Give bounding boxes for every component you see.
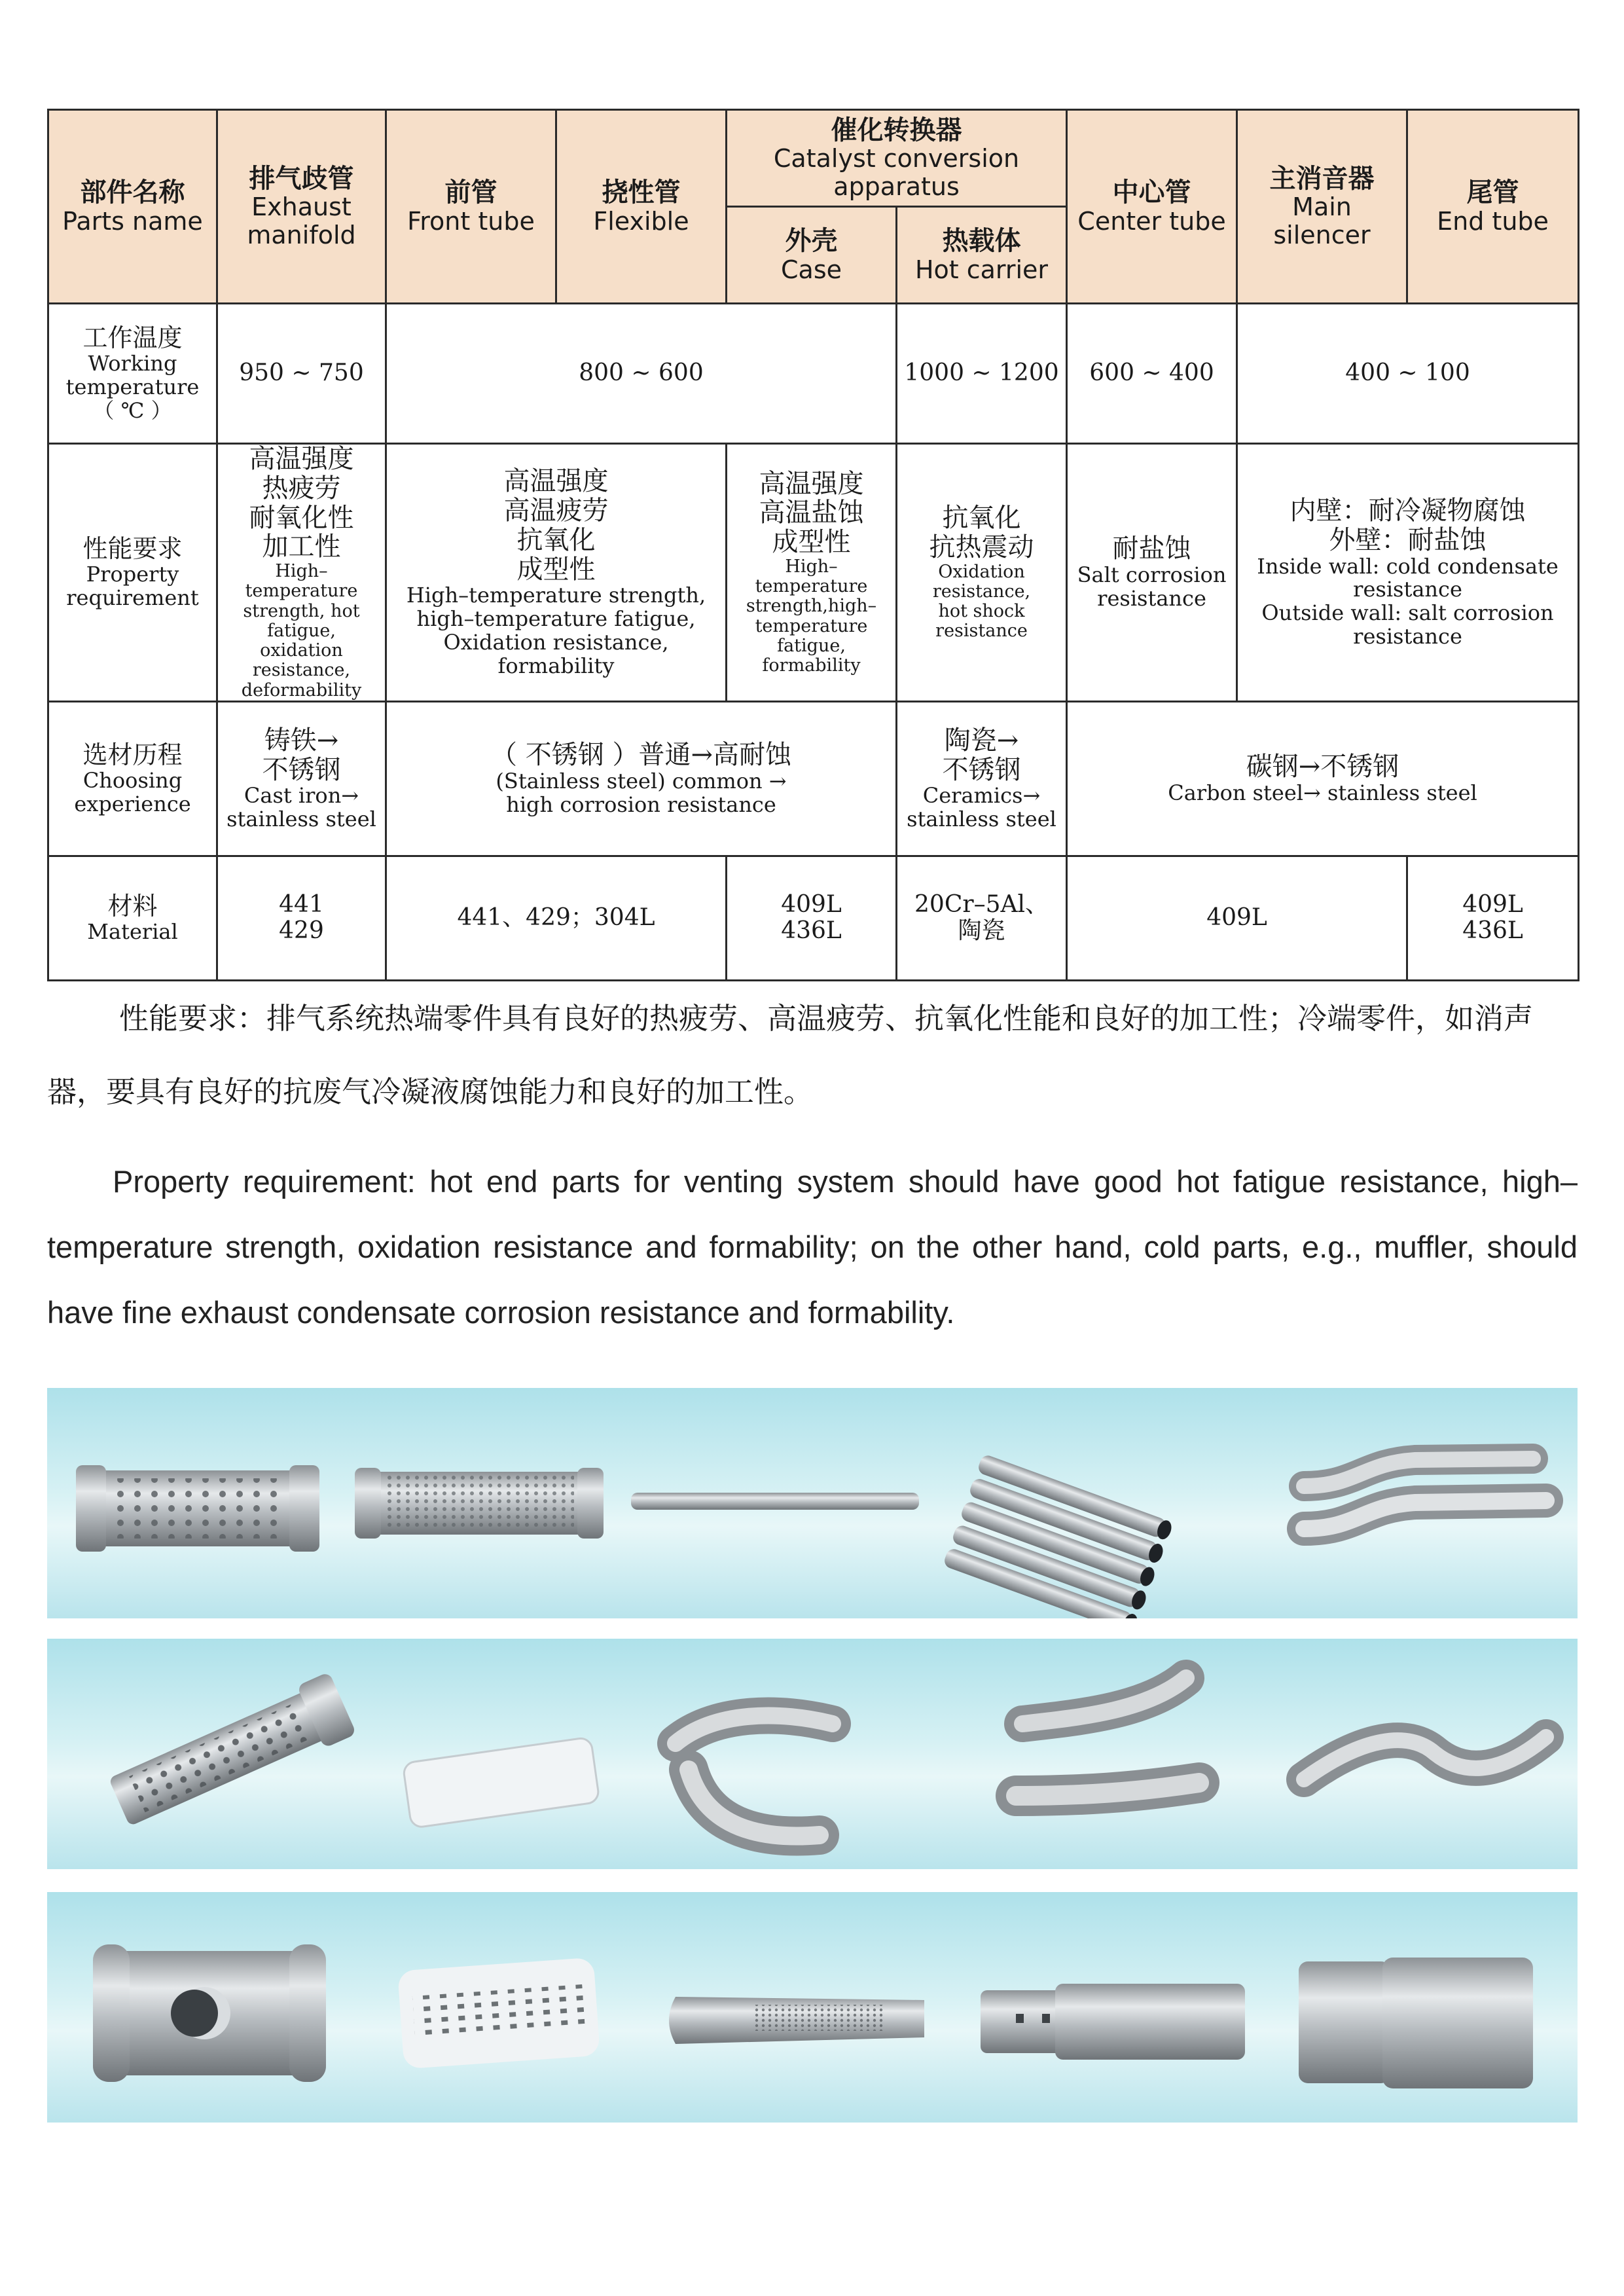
- photo-strip-1: [47, 1388, 1578, 1618]
- spec-table: [47, 109, 1579, 981]
- mesh-pipe-part: [355, 1468, 604, 1539]
- temp-hot-carrier: 1000 ~ 1200: [897, 304, 1067, 444]
- bent-tubes-part: [1304, 1459, 1546, 1529]
- temp-manifold: 950 ~ 750: [217, 304, 386, 444]
- tube-bundle-part: [943, 1453, 1174, 1618]
- material-front-flex: 441、429；304L: [386, 856, 727, 980]
- header-front-tube: 前管 Front tube: [386, 110, 556, 304]
- strip-3-parts: [47, 1892, 1578, 2123]
- property-hot-carrier: 抗氧化 抗热震动 Oxidation resistance, hot shock resistance: [897, 444, 1067, 702]
- property-silencer-end: 内壁：耐冷凝物腐蚀 外壁：耐盐蚀 Inside wall: cold condensate resistance Outside wall: salt corrosion resistance: [1237, 444, 1579, 702]
- curved-pipes-part: [676, 1716, 833, 1836]
- material-end: 409L 436L: [1407, 856, 1579, 980]
- cut-bent-pipes-part: [1016, 1678, 1199, 1796]
- header-case: 外壳 Case: [727, 207, 897, 304]
- large-pipe-cutout-part: [93, 1944, 326, 2082]
- choosing-hot-carrier: 陶瓷→ 不锈钢 Ceramics→ stainless steel: [897, 701, 1067, 856]
- material-center: 409L: [1067, 856, 1407, 980]
- header-end-tube: 尾管 End tube: [1407, 110, 1579, 304]
- header-catalyst: 催化转换器 Catalyst conversion apparatus: [727, 110, 1067, 207]
- paragraph-zh: 性能要求：排气系统热端零件具有良好的热疲劳、高温疲劳、抗氧化性能和良好的加工性；冷端零件，如消声器，要具有良好的抗废气冷凝液腐蚀能力和良好的加工性。: [47, 1001, 1534, 1109]
- material-manifold: 441 429: [217, 856, 386, 980]
- property-case: 高温强度 高温盐蚀 成型性 High–temperature strength,high– temperature fatigue, formability: [727, 444, 897, 702]
- choosing-manifold: 铸铁→ 不锈钢 Cast iron→ stainless steel: [217, 701, 386, 856]
- photo-strip-2: [47, 1639, 1578, 1869]
- row-label-working-temperature: 工作温度 Working temperature （ ℃ ）: [48, 304, 217, 444]
- row-label-property: 性能要求 Property requirement: [48, 444, 217, 702]
- white-perforated-tube-part: [397, 1958, 600, 2069]
- strip-2-parts: [47, 1639, 1578, 1869]
- white-tube-part: [403, 1737, 600, 1828]
- s-bend-pipe-part: [1304, 1737, 1546, 1779]
- property-manifold: 高温强度 热疲劳 耐氧化性 加工性 High–temperature strength, hot fatigue, oxidation resistance, deformability: [217, 444, 386, 702]
- choosing-rest: 碳钢→不锈钢 Carbon steel→ stainless steel: [1067, 701, 1579, 856]
- material-case: 409L 436L: [727, 856, 897, 980]
- header-main-silencer: 主消音器 Main silencer: [1237, 110, 1407, 304]
- paragraph-en: Property requirement: hot end parts for venting system should have good hot fatigue resistance, high–temperature strength, oxidation resistance and formability; on the other hand, cold parts, e.g., muffler, should have fine exhaust condensate corrosion resistance and formability.: [47, 1164, 1578, 1330]
- angled-perforated-pipe-part: [105, 1671, 357, 1833]
- large-stepped-pipe-part: [1299, 1958, 1533, 2088]
- header-parts-name: 部件名称 Parts name: [48, 110, 217, 304]
- temp-front-flex-case: 800 ~ 600: [386, 304, 897, 444]
- temp-center-tube: 600 ~ 400: [1067, 304, 1237, 444]
- perforated-pipe-part: [76, 1465, 319, 1552]
- property-center-tube: 耐盐蚀 Salt corrosion resistance: [1067, 444, 1237, 702]
- strip-1-parts: [47, 1388, 1578, 1618]
- row-label-choosing: 选材历程 Choosing experience: [48, 701, 217, 856]
- material-hot-carrier: 20Cr–5Al、 陶瓷: [897, 856, 1067, 980]
- tapered-mesh-pipe-part: [669, 1997, 924, 2044]
- photo-strip-3: [47, 1892, 1578, 2123]
- stepped-pipe-part: [981, 1984, 1245, 2060]
- temp-silencer-end: 400 ~ 100: [1237, 304, 1579, 444]
- header-center-tube: 中心管 Center tube: [1067, 110, 1237, 304]
- header-hot-carrier: 热载体 Hot carrier: [897, 207, 1067, 304]
- property-front-flex: 高温强度 高温疲劳 抗氧化 成型性 High–temperature strength, high–temperature fatigue, Oxidation resistance, formability: [386, 444, 727, 702]
- thin-tube-part: [631, 1493, 919, 1510]
- header-flexible: 挠性管 Flexible: [556, 110, 727, 304]
- header-exhaust-manifold: 排气歧管 Exhaust manifold: [217, 110, 386, 304]
- row-label-material: 材料 Material: [48, 856, 217, 980]
- choosing-front-case: （ 不锈钢 ）普通→高耐蚀 (Stainless steel) common → high corrosion resistance: [386, 701, 897, 856]
